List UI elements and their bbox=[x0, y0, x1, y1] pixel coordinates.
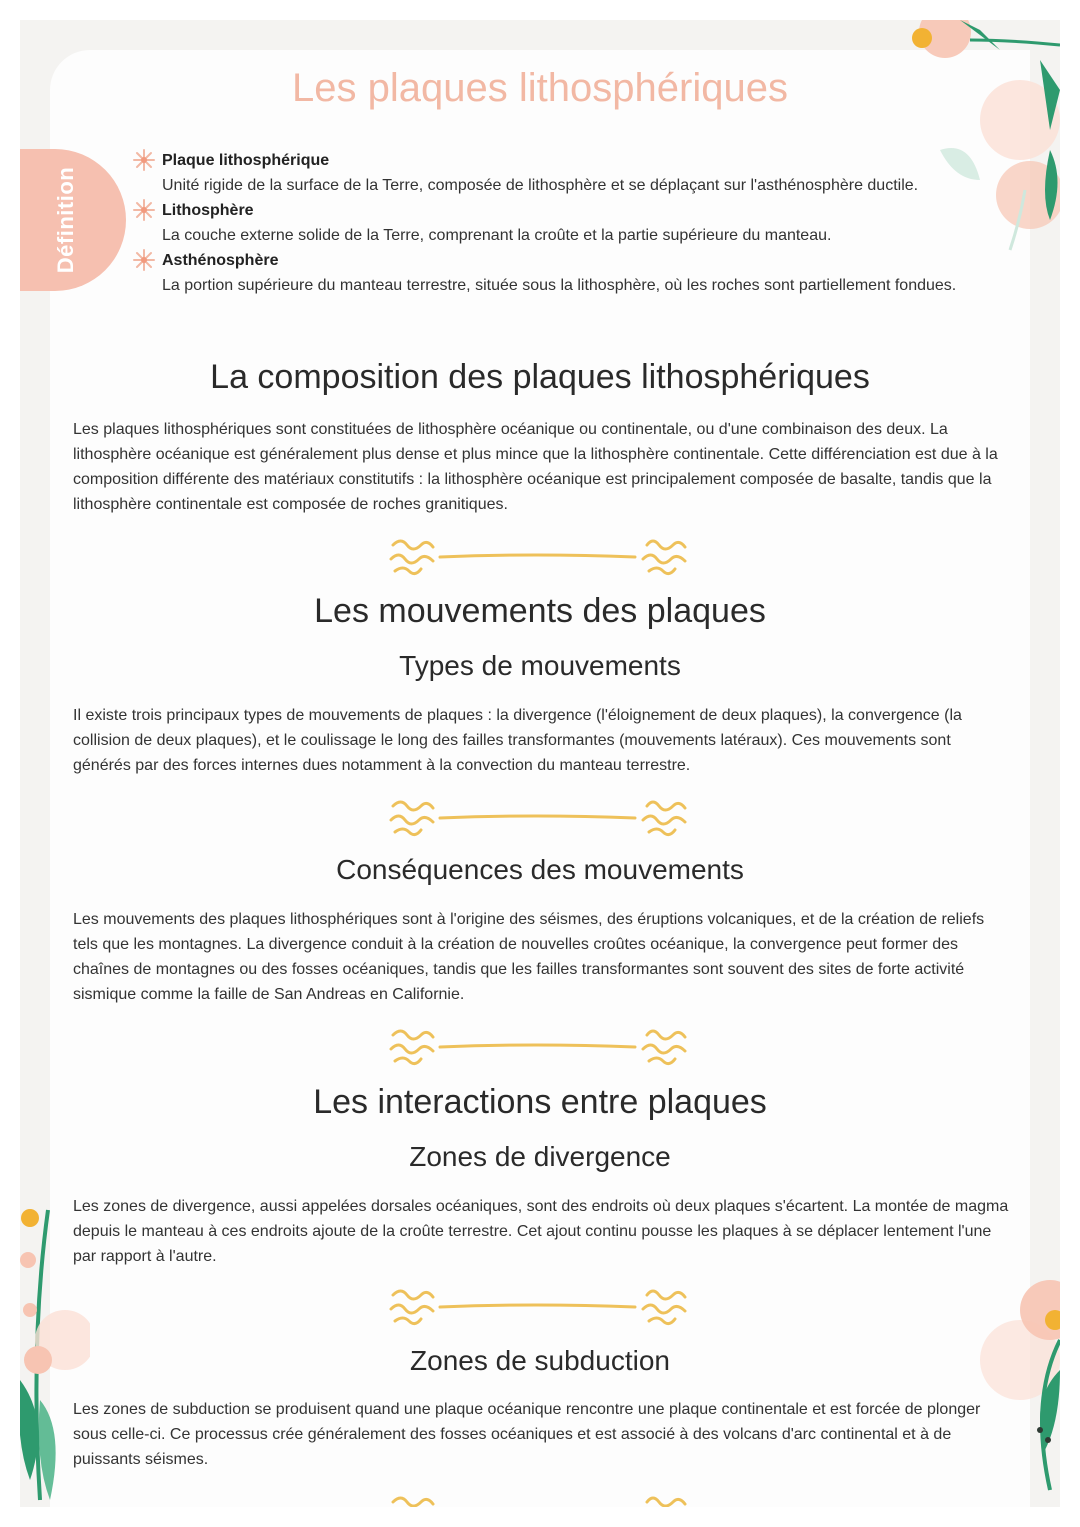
page-title: Les plaques lithosphériques bbox=[292, 66, 788, 110]
floral-divider-icon bbox=[385, 533, 695, 579]
definition-term: Lithosphère bbox=[162, 202, 254, 219]
definition-text: Unité rigide de la surface de la Terre, composée de lithosphère et se déplaçant sur l'asthénosphère ductile. bbox=[162, 177, 919, 194]
interactions-heading: Les interactions entre plaques bbox=[313, 1083, 767, 1121]
definition-list bbox=[132, 148, 1012, 298]
definition-item bbox=[132, 248, 1012, 298]
composition-text: Les plaques lithosphériques sont constituées de lithosphère océanique ou continentale, ou d'une combinaison des deux. La lithosphère océanique est généralement plus dense et plus mince que la lithosphère continentale. Cette différenciation est due à la composition différente des matériaux constitutifs : la lithosphère océanique est principalement composée de basalte, tandis que la lithosphère continentale est composée de roches granitiques. bbox=[73, 421, 998, 513]
consequences-heading: Conséquences des mouvements bbox=[336, 854, 744, 885]
composition-heading: La composition des plaques lithosphériques bbox=[210, 358, 870, 396]
definition-term: Asthénosphère bbox=[162, 252, 279, 269]
divergence-text: Les zones de divergence, aussi appelées dorsales océaniques, sont des endroits où deux plaques s'écartent. La montée de magma depuis le manteau à ces endroits ajoute de la croûte terrestre. Cet ajout continu pousse les plaques à se déplacer lentement l'une par rapport à l'autre. bbox=[73, 1198, 1009, 1265]
floral-divider-icon bbox=[385, 1023, 695, 1069]
definition-text: La portion supérieure du manteau terrestre, située sous la lithosphère, où les roches sont partiellement fondues. bbox=[162, 277, 957, 294]
types-mouvements-text: Il existe trois principaux types de mouvements de plaques : la divergence (l'éloignement de deux plaques), la convergence (la collision de deux plaques), et le coulissage le long des failles transformantes (mouvements latéraux). Ces mouvements sont générés par des forces internes dues notamment à la convection du manteau terrestre. bbox=[73, 707, 962, 774]
consequences-text: Les mouvements des plaques lithosphériques sont à l'origine des séismes, des éruptions volcaniques, et de la création de reliefs tels que les montagnes. La divergence conduit à la création de nouvelles croûtes océanique, la convergence peut former des chaînes de montagnes ou des fosses océaniques, tandis que les failles transformantes sont souvent des sites de forte activité sismique comme la faille de San Andreas en Californie. bbox=[73, 911, 985, 1003]
definition-term: Plaque lithosphérique bbox=[162, 152, 330, 169]
divider-clip bbox=[385, 1490, 695, 1507]
definition-text: La couche externe solide de la Terre, comprenant la croûte et la partie supérieure du manteau. bbox=[162, 227, 832, 244]
floral-divider-icon bbox=[385, 1283, 695, 1329]
flower-bullet-icon bbox=[132, 198, 156, 222]
types-mouvements-heading: Types de mouvements bbox=[399, 650, 681, 681]
mouvements-heading: Les mouvements des plaques bbox=[314, 592, 766, 630]
flower-bullet-icon bbox=[132, 248, 156, 272]
flower-bullet-icon bbox=[132, 148, 156, 172]
floral-divider-icon bbox=[385, 794, 695, 840]
subduction-heading: Zones de subduction bbox=[410, 1345, 670, 1376]
definition-tab-label: Définition bbox=[53, 166, 78, 274]
definition-item bbox=[132, 148, 1012, 198]
subduction-text: Les zones de subduction se produisent quand une plaque océanique rencontre une plaque continentale et est forcée de plonger sous celle-ci. Ce processus crée généralement des fosses océaniques et est associé à des volcans d'arc continental et à de puissants séismes. bbox=[73, 1401, 981, 1468]
floral-divider-icon bbox=[385, 1490, 695, 1507]
definition-item bbox=[132, 198, 1012, 248]
divergence-heading: Zones de divergence bbox=[409, 1141, 671, 1172]
